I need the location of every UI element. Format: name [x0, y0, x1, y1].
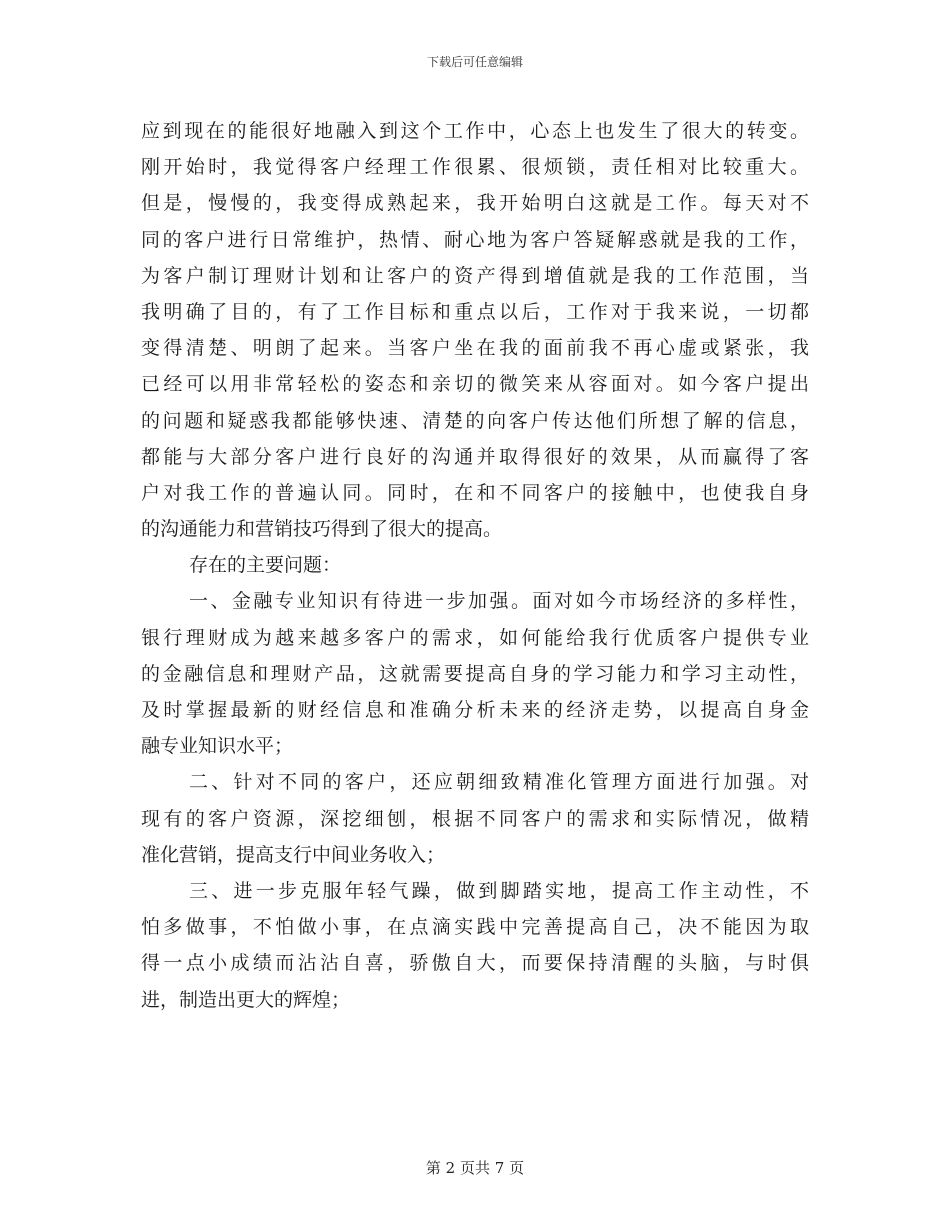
text-line: 二、针对不同的客户，还应朝细致精准化管理方面进行加强。对 [189, 771, 809, 794]
text-line: 刚开始时，我觉得客户经理工作很累、很烦锁，责任相对比较重大。 [141, 156, 809, 179]
document-body [141, 113, 809, 1018]
text-line: 现有的客户资源，深挖细刨，根据不同客户的需求和实际情况，做精 [141, 807, 809, 830]
text-line: 的问题和疑惑我都能够快速、清楚的向客户传达他们所想了解的信息， [141, 409, 809, 432]
text-line: 融专业知识水平； [141, 735, 294, 758]
text-line: 的金融信息和理财产品，这就需要提高自身的学习能力和学习主动性， [141, 662, 809, 685]
text-line: 怕多做事，不怕做小事，在点滴实践中完善提高自己，决不能因为取 [141, 916, 809, 939]
page-header-note: 下载后可任意编辑 [426, 55, 523, 69]
text-line: 的沟通能力和营销技巧得到了很大的提高。 [141, 518, 503, 541]
text-line: 为客户制订理财计划和让客户的资产得到增值就是我的工作范围，当 [141, 264, 809, 287]
text-line: 三、进一步克服年轻气躁，做到脚踏实地，提高工作主动性，不 [189, 879, 809, 902]
text-line: 但是，慢慢的，我变得成熟起来，我开始明白这就是工作。每天对不 [141, 192, 809, 215]
text-line: 应到现在的能很好地融入到这个工作中，心态上也发生了很大的转变。 [141, 120, 809, 142]
text-line: 得一点小成绩而沾沾自喜，骄傲自大，而要保持清醒的头脑，与时俱 [141, 952, 809, 975]
text-line: 都能与大部分客户进行良好的沟通并取得很好的效果，从而赢得了客 [141, 445, 809, 468]
text-line: 同的客户进行日常维护，热情、耐心地为客户答疑解惑就是我的工作， [141, 228, 809, 251]
text-line: 进，制造出更大的辉煌； [141, 988, 351, 1011]
section-heading: 存在的主要问题： [189, 554, 342, 577]
text-line: 户对我工作的普遍认同。同时，在和不同客户的接触中，也使我自身 [141, 481, 809, 504]
text-line: 银行理财成为越来越多客户的需求，如何能给我行优质客户提供专业 [141, 626, 809, 649]
text-line: 及时掌握最新的财经信息和准确分析未来的经济走势，以提高自身金 [141, 699, 809, 721]
text-line: 准化营销，提高支行中间业务收入； [141, 843, 446, 866]
text-line: 变得清楚、明朗了起来。当客户坐在我的面前我不再心虚或紧张，我 [141, 337, 809, 360]
text-line: 一、金融专业知识有待进一步加强。面对如今市场经济的多样性， [189, 590, 809, 613]
text-line: 已经可以用非常轻松的姿态和亲切的微笑来从容面对。如今客户提出 [141, 373, 809, 396]
text-line: 我明确了目的，有了工作目标和重点以后，工作对于我来说，一切都 [141, 300, 809, 323]
page-number: 第 2 页共 7 页 [425, 1159, 525, 1177]
